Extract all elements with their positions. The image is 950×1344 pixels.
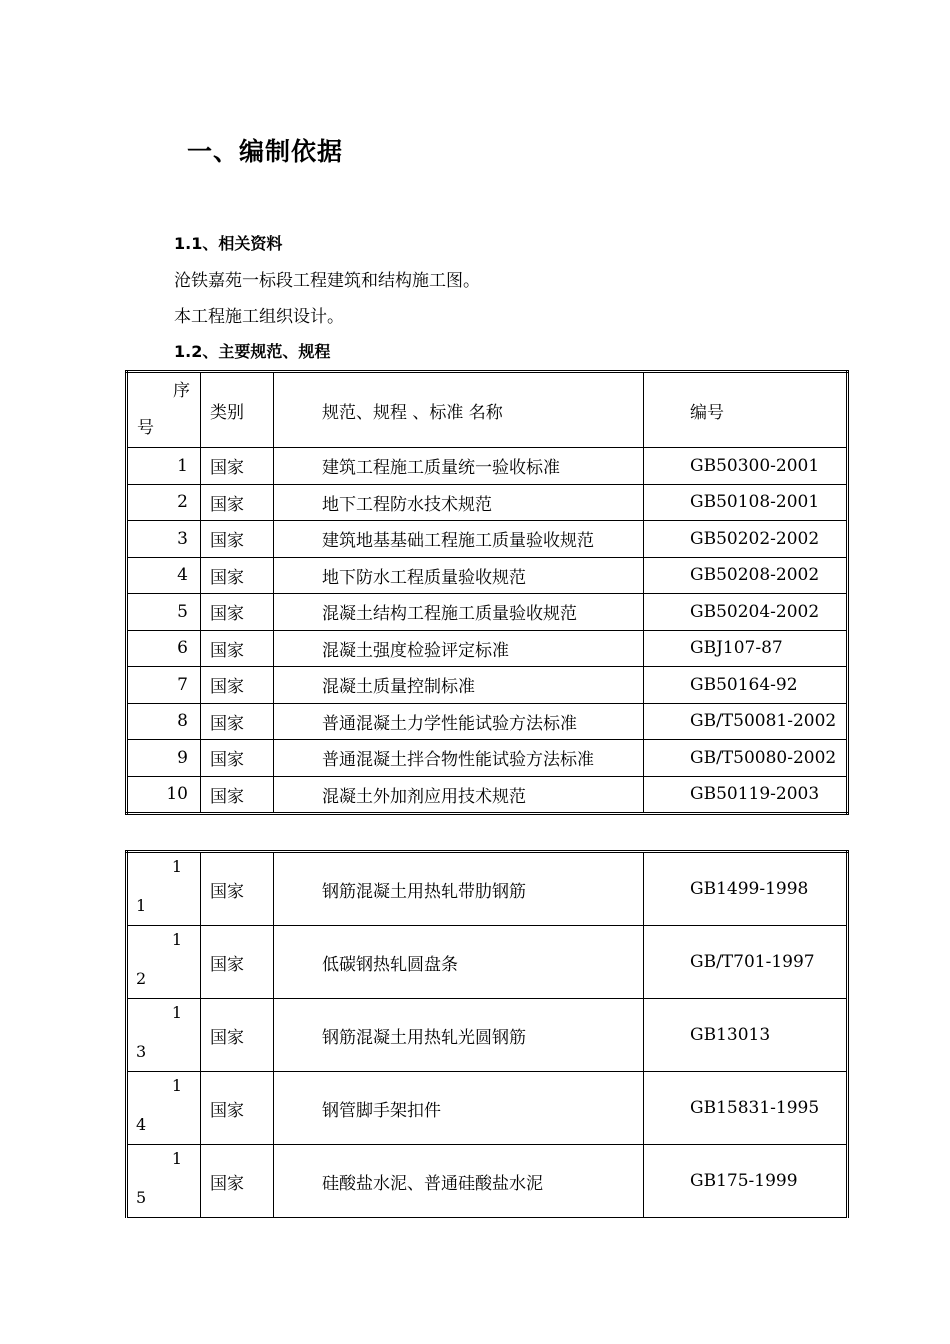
row-category: 国家: [201, 557, 274, 594]
row-category: 国家: [201, 667, 274, 704]
standards-table-continued: [125, 850, 849, 1218]
row-name: 普通混凝土拌合物性能试验方法标准: [274, 740, 644, 777]
row-no: [127, 999, 201, 1072]
row-code: GBJ107-87: [644, 630, 848, 667]
header-name: 规范、规程 、标准 名称: [274, 372, 644, 448]
row-code: GB1499-1998: [644, 852, 848, 926]
row-code: GB/T701-1997: [644, 926, 848, 999]
row-name: 钢筋混凝土用热轧光圆钢筋: [274, 999, 644, 1072]
row-no: [127, 1145, 201, 1218]
table-row: [127, 1072, 848, 1145]
table-row: [127, 740, 848, 777]
row-no-part-2: 3: [136, 1042, 147, 1061]
row-code: GB50202-2002: [644, 521, 848, 558]
row-no: [127, 852, 201, 926]
section-1-1-title: 1.1、相关资料: [174, 234, 283, 253]
row-category: 国家: [201, 448, 274, 485]
row-category: 国家: [201, 852, 274, 926]
row-name: 混凝土质量控制标准: [274, 667, 644, 704]
row-name: 混凝土外加剂应用技术规范: [274, 776, 644, 814]
row-name: 混凝土结构工程施工质量验收规范: [274, 594, 644, 631]
row-no-part-1: 1: [171, 857, 182, 876]
row-name: 钢筋混凝土用热轧带肋钢筋: [274, 852, 644, 926]
row-code: GB50300-2001: [644, 448, 848, 485]
table-row: [127, 999, 848, 1072]
row-category: 国家: [201, 594, 274, 631]
row-code: GB/T50080-2002: [644, 740, 848, 777]
row-no-part-2: 1: [136, 896, 147, 915]
table-row: [127, 852, 848, 926]
row-no-part-1: 1: [171, 1149, 182, 1168]
table-row: [127, 776, 848, 814]
row-code: GB50119-2003: [644, 776, 848, 814]
row-name: 硅酸盐水泥、普通硅酸盐水泥: [274, 1145, 644, 1218]
row-no: 2: [127, 484, 201, 521]
row-no: [127, 926, 201, 999]
table-row: [127, 1145, 848, 1218]
row-no: 4: [127, 557, 201, 594]
row-no-part-2: 5: [136, 1188, 147, 1207]
row-no: 5: [127, 594, 201, 631]
row-category: 国家: [201, 1072, 274, 1145]
table-row: [127, 667, 848, 704]
row-code: GB50208-2002: [644, 557, 848, 594]
row-category: 国家: [201, 1145, 274, 1218]
row-name: 低碳钢热轧圆盘条: [274, 926, 644, 999]
row-no: 10: [127, 776, 201, 814]
row-code: GB50204-2002: [644, 594, 848, 631]
row-name: 建筑地基基础工程施工质量验收规范: [274, 521, 644, 558]
row-no-part-2: 2: [136, 969, 147, 988]
table-row: [127, 703, 848, 740]
row-name: 钢管脚手架扣件: [274, 1072, 644, 1145]
table-row: [127, 557, 848, 594]
row-no: 1: [127, 448, 201, 485]
header-code: 编号: [644, 372, 848, 448]
table-row: [127, 594, 848, 631]
table-row: [127, 484, 848, 521]
row-category: 国家: [201, 630, 274, 667]
row-category: 国家: [201, 521, 274, 558]
row-category: 国家: [201, 484, 274, 521]
row-name: 建筑工程施工质量统一验收标准: [274, 448, 644, 485]
row-code: GB/T50081-2002: [644, 703, 848, 740]
table-row: [127, 521, 848, 558]
header-no: [127, 372, 201, 448]
row-code: GB13013: [644, 999, 848, 1072]
standards-table: [125, 370, 849, 815]
row-name: 普通混凝土力学性能试验方法标准: [274, 703, 644, 740]
row-category: 国家: [201, 703, 274, 740]
header-no-part-1: 序: [173, 381, 190, 401]
row-no: 8: [127, 703, 201, 740]
row-no-part-1: 1: [171, 930, 182, 949]
reference-line-1: 沧铁嘉苑一标段工程建筑和结构施工图。: [174, 271, 480, 291]
row-no: [127, 1072, 201, 1145]
row-name: 混凝土强度检验评定标准: [274, 630, 644, 667]
section-1-2-title: 1.2、主要规范、规程: [174, 342, 331, 361]
header-category: 类别: [201, 372, 274, 448]
table-header-row: [127, 372, 848, 448]
row-name: 地下防水工程质量验收规范: [274, 557, 644, 594]
row-code: GB175-1999: [644, 1145, 848, 1218]
row-category: 国家: [201, 776, 274, 814]
row-code: GB15831-1995: [644, 1072, 848, 1145]
row-no: 9: [127, 740, 201, 777]
header-no-part-2: 号: [137, 418, 154, 438]
row-no-part-1: 1: [171, 1003, 182, 1022]
row-no: 6: [127, 630, 201, 667]
row-no-part-1: 1: [171, 1076, 182, 1095]
page-heading: 一、编制依据: [187, 137, 344, 166]
table-row: [127, 448, 848, 485]
table-row: [127, 630, 848, 667]
reference-line-2: 本工程施工组织设计。: [174, 307, 344, 327]
row-category: 国家: [201, 926, 274, 999]
row-category: 国家: [201, 740, 274, 777]
row-no: 7: [127, 667, 201, 704]
row-category: 国家: [201, 999, 274, 1072]
table-row: [127, 926, 848, 999]
row-no-part-2: 4: [136, 1115, 147, 1134]
row-no: 3: [127, 521, 201, 558]
row-name: 地下工程防水技术规范: [274, 484, 644, 521]
row-code: GB50108-2001: [644, 484, 848, 521]
row-code: GB50164-92: [644, 667, 848, 704]
